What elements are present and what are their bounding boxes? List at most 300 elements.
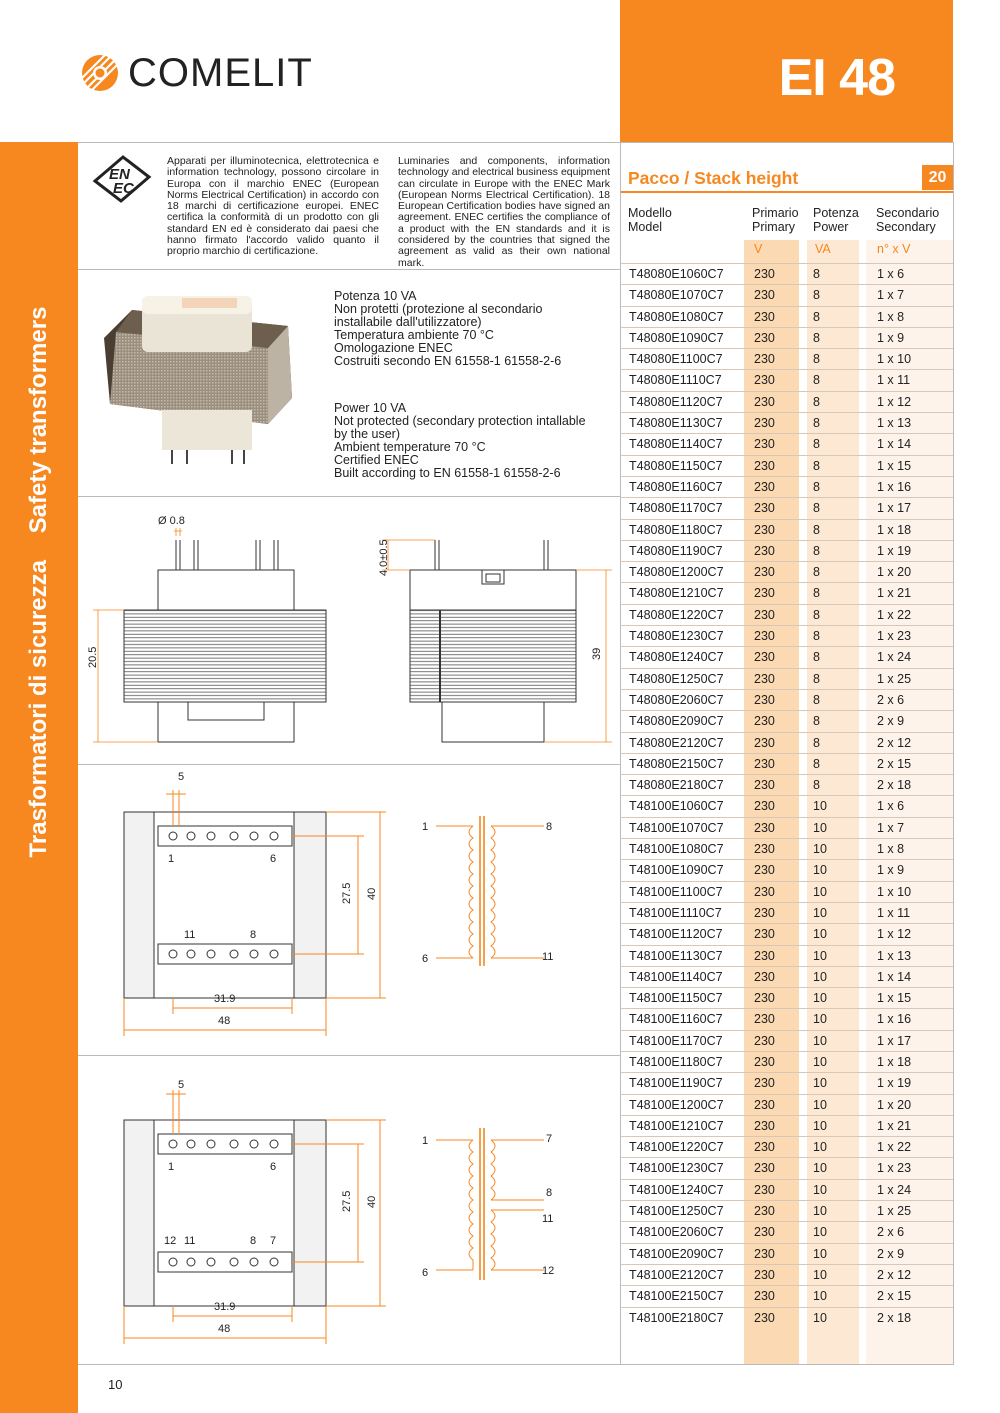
model-cell: T48100E1090C7 — [629, 863, 724, 878]
table-row — [621, 646, 953, 667]
table-row — [621, 689, 953, 710]
secondary-cell: 1 x 13 — [877, 416, 912, 431]
table-row — [621, 348, 953, 369]
power-cell: 10 — [813, 1097, 827, 1112]
table-row — [621, 1008, 953, 1029]
secondary-cell: 2 x 12 — [877, 1267, 912, 1282]
schematic-pin-label: 6 — [422, 1267, 429, 1279]
secondary-cell: 2 x 18 — [877, 778, 912, 793]
outer-width-label: 48 — [218, 1323, 231, 1335]
secondary-cell: 1 x 12 — [877, 927, 912, 942]
primary-cell: 230 — [754, 330, 775, 345]
secondary-cell: 1 x 16 — [877, 479, 912, 494]
model-cell: T48080E1130C7 — [629, 416, 723, 431]
spec-line: Ambient temperature 70 °C — [334, 440, 486, 454]
primary-cell: 230 — [754, 1225, 775, 1240]
model-cell: T48080E1170C7 — [629, 501, 723, 516]
enec-note-english: Luminaries and components, information technology and electrical business equipment can circulate in Europe with the ENEC Mark (European Norms Electrical Certification). 18 European Certification bodies have signed an agreement. ENEC certifies the compliance of a product with the EN standards and it is considered by the countries that signed the agreement as valid as their own national mark. — [398, 155, 610, 269]
power-cell: 10 — [813, 799, 827, 814]
power-cell: 10 — [813, 842, 827, 857]
schematic-pin-label: 7 — [546, 1133, 553, 1145]
unit-primary: V — [754, 242, 763, 256]
primary-cell: 230 — [754, 352, 775, 367]
section-title: Pacco / Stack height — [628, 168, 799, 188]
secondary-cell: 1 x 9 — [877, 330, 905, 345]
table-row — [621, 1179, 953, 1200]
page-number: 10 — [108, 1377, 123, 1392]
secondary-cell: 2 x 9 — [877, 714, 905, 729]
section-badge: 20 — [922, 165, 953, 190]
column-header-model: Modello Model — [628, 206, 672, 234]
model-cell: T48080E1140C7 — [629, 437, 723, 452]
primary-cell: 230 — [754, 650, 775, 665]
model-cell: T48100E2120C7 — [629, 1267, 724, 1282]
power-cell: 10 — [813, 1289, 827, 1304]
power-cell: 8 — [813, 629, 820, 644]
power-cell: 8 — [813, 671, 820, 686]
power-cell: 8 — [813, 735, 820, 750]
power-cell: 10 — [813, 969, 827, 984]
power-cell: 8 — [813, 586, 820, 601]
table-row — [621, 306, 953, 327]
secondary-cell: 2 x 18 — [877, 1310, 912, 1325]
table-row — [621, 668, 953, 689]
model-cell: T48100E1130C7 — [629, 948, 723, 963]
secondary-cell: 1 x 11 — [877, 373, 911, 388]
power-cell: 10 — [813, 863, 827, 878]
secondary-cell: 1 x 14 — [877, 969, 912, 984]
divider — [78, 1055, 620, 1056]
secondary-cell: 2 x 9 — [877, 1246, 905, 1261]
primary-cell: 230 — [754, 1289, 775, 1304]
primary-cell: 230 — [754, 416, 775, 431]
secondary-cell: 1 x 16 — [877, 1012, 912, 1027]
primary-cell: 230 — [754, 586, 775, 601]
divider — [78, 269, 620, 270]
pin-pitch-label: 5 — [178, 771, 185, 783]
primary-cell: 230 — [754, 1012, 775, 1027]
svg-text:EC: EC — [113, 180, 134, 197]
height-total-label: 39 — [591, 647, 603, 660]
secondary-cell: 1 x 15 — [877, 991, 912, 1006]
primary-cell: 230 — [754, 905, 775, 920]
schematic-pin-label: 1 — [422, 821, 429, 833]
primary-cell: 230 — [754, 309, 775, 324]
table-row — [621, 1200, 953, 1221]
table-row — [621, 391, 953, 412]
spec-line: Built according to EN 61558-1 61558-2-6 — [334, 466, 561, 480]
inner-height-label: 27.5 — [341, 882, 353, 904]
table-row — [621, 1243, 953, 1264]
model-cell: T48100E1190C7 — [629, 1076, 723, 1091]
divider — [78, 142, 953, 143]
primary-cell: 230 — [754, 1140, 775, 1155]
model-cell: T48100E1210C7 — [629, 1118, 724, 1133]
table-row — [621, 1264, 953, 1285]
power-cell: 8 — [813, 394, 820, 409]
primary-cell: 230 — [754, 501, 775, 516]
schematic-pin-label: 1 — [422, 1135, 429, 1147]
model-cell: T48080E1110C7 — [629, 373, 722, 388]
model-cell: T48100E1220C7 — [629, 1140, 724, 1155]
model-cell: T48080E1240C7 — [629, 650, 724, 665]
svg-text:EN: EN — [109, 166, 130, 183]
table-row — [621, 519, 953, 540]
secondary-cell: 1 x 7 — [877, 820, 905, 835]
pin-label: 1 — [168, 853, 175, 865]
secondary-cell: 2 x 6 — [877, 1225, 905, 1240]
primary-cell: 230 — [754, 607, 775, 622]
secondary-cell: 1 x 9 — [877, 863, 905, 878]
spec-line: by the user) — [334, 427, 401, 441]
table-row — [621, 625, 953, 646]
power-cell: 8 — [813, 756, 820, 771]
primary-cell: 230 — [754, 948, 775, 963]
primary-cell: 230 — [754, 1076, 775, 1091]
model-cell: T48080E1220C7 — [629, 607, 724, 622]
primary-cell: 230 — [754, 629, 775, 644]
specs-italian — [334, 290, 561, 368]
power-cell: 10 — [813, 820, 827, 835]
schematic-pin-label: 8 — [546, 1187, 553, 1199]
power-cell: 8 — [813, 373, 820, 388]
model-cell: T48100E1160C7 — [629, 1012, 723, 1027]
secondary-cell: 1 x 6 — [877, 799, 905, 814]
power-cell: 10 — [813, 905, 827, 920]
primary-cell: 230 — [754, 735, 775, 750]
secondary-cell: 1 x 25 — [877, 1204, 912, 1219]
power-cell: 10 — [813, 1076, 827, 1091]
primary-cell: 230 — [754, 1182, 775, 1197]
spec-line: Not protected (secondary protection intallable — [334, 414, 586, 428]
table-row — [621, 497, 953, 518]
primary-cell: 230 — [754, 756, 775, 771]
power-cell: 10 — [813, 1118, 827, 1133]
secondary-cell: 1 x 24 — [877, 650, 912, 665]
inner-width-label: 31.9 — [214, 1301, 236, 1313]
pin-label: 1 — [168, 1161, 175, 1173]
table-row — [621, 966, 953, 987]
power-cell: 8 — [813, 288, 820, 303]
primary-cell: 230 — [754, 373, 775, 388]
table-row — [621, 540, 953, 561]
model-cell: T48100E1200C7 — [629, 1097, 724, 1112]
secondary-cell: 1 x 23 — [877, 629, 912, 644]
side-view-drawing — [78, 500, 618, 762]
enec-note-italian: Apparati per illuminotecnica, elettrotecnica e information technology, possono circolare in Europa con il marchio ENEC (European Norms Electrical Certification) in accordo con 18 marchi di certificazione europei. ENEC certifica la conformità di un prodotto con gli standard EN ed è considerato dai paesi che hanno firmato l'accordo valido quanto il proprio marchio di certificazione. — [167, 155, 379, 258]
pin-label: 8 — [250, 929, 257, 941]
primary-cell: 230 — [754, 565, 775, 580]
pin-length-label: 4.0±0.5 — [378, 539, 390, 576]
model-cell: T48100E1140C7 — [629, 969, 723, 984]
secondary-cell: 1 x 17 — [877, 501, 912, 516]
table-row — [621, 1285, 953, 1306]
primary-cell: 230 — [754, 799, 775, 814]
power-cell: 10 — [813, 1310, 827, 1325]
power-cell: 8 — [813, 778, 820, 793]
primary-cell: 230 — [754, 863, 775, 878]
table-row — [621, 987, 953, 1008]
primary-cell: 230 — [754, 1246, 775, 1261]
power-cell: 10 — [813, 884, 827, 899]
column-header-secondary: Secondario Secondary — [876, 206, 940, 234]
primary-cell: 230 — [754, 842, 775, 857]
model-cell: T48100E2090C7 — [629, 1246, 724, 1261]
power-cell: 8 — [813, 714, 820, 729]
model-cell: T48080E1100C7 — [629, 352, 723, 367]
power-cell: 8 — [813, 309, 820, 324]
sidebar-title: Trasformatori di sicurezza Safety transformers — [25, 306, 52, 858]
column-header-power: Potenza Power — [813, 206, 859, 234]
primary-cell: 230 — [754, 1310, 775, 1325]
model-cell: T48100E2060C7 — [629, 1225, 724, 1240]
table-row — [621, 455, 953, 476]
inner-height-label: 27.5 — [341, 1190, 353, 1212]
model-cell: T48080E1090C7 — [629, 330, 724, 345]
model-cell: T48100E1120C7 — [629, 927, 723, 942]
power-cell: 10 — [813, 948, 827, 963]
model-cell: T48080E2180C7 — [629, 778, 724, 793]
power-cell: 8 — [813, 607, 820, 622]
primary-cell: 230 — [754, 1054, 775, 1069]
table-row — [621, 945, 953, 966]
table-row — [621, 604, 953, 625]
schematic-pin-label: 12 — [542, 1265, 555, 1277]
primary-cell: 230 — [754, 267, 775, 281]
secondary-cell: 1 x 24 — [877, 1182, 912, 1197]
model-cell: T48080E1190C7 — [629, 543, 723, 558]
model-cell: T48080E1070C7 — [629, 288, 724, 303]
model-cell: T48100E1230C7 — [629, 1161, 724, 1176]
primary-cell: 230 — [754, 714, 775, 729]
primary-cell: 230 — [754, 884, 775, 899]
table-row — [621, 369, 953, 390]
power-cell: 8 — [813, 650, 820, 665]
secondary-cell: 1 x 18 — [877, 522, 912, 537]
brand-name: COMELIT — [128, 50, 313, 95]
schematic-pin-label: 11 — [542, 951, 554, 963]
power-cell: 10 — [813, 1182, 827, 1197]
secondary-cell: 1 x 22 — [877, 1140, 912, 1155]
power-cell: 8 — [813, 437, 820, 452]
secondary-cell: 1 x 12 — [877, 394, 912, 409]
primary-cell: 230 — [754, 778, 775, 793]
power-cell: 10 — [813, 1246, 827, 1261]
secondary-cell: 1 x 20 — [877, 565, 912, 580]
model-cell: T48080E1160C7 — [629, 479, 723, 494]
pin-label: 8 — [250, 1235, 257, 1247]
power-cell: 10 — [813, 927, 827, 942]
primary-cell: 230 — [754, 458, 775, 473]
power-cell: 8 — [813, 479, 820, 494]
model-cell: T48080E1210C7 — [629, 586, 724, 601]
schematic-pin-label: 8 — [546, 821, 553, 833]
inner-width-label: 31.9 — [214, 993, 236, 1005]
secondary-cell: 1 x 23 — [877, 1161, 912, 1176]
power-cell: 8 — [813, 416, 820, 431]
primary-cell: 230 — [754, 1097, 775, 1112]
table-row — [621, 795, 953, 816]
model-cell: T48100E1250C7 — [629, 1204, 724, 1219]
comelit-logo — [80, 50, 313, 96]
secondary-cell: 1 x 18 — [877, 1054, 912, 1069]
secondary-cell: 1 x 22 — [877, 607, 912, 622]
height-side-label: 20.5 — [87, 646, 99, 668]
spec-line: Omologazione ENEC — [334, 341, 453, 355]
table-row — [621, 582, 953, 603]
power-cell: 8 — [813, 501, 820, 516]
model-cell: T48100E1170C7 — [629, 1033, 723, 1048]
power-cell: 10 — [813, 1033, 827, 1048]
primary-cell: 230 — [754, 692, 775, 707]
table-row — [621, 1072, 953, 1093]
model-cell: T48100E1100C7 — [629, 884, 723, 899]
table-row — [621, 284, 953, 305]
pin-pitch-label: 5 — [178, 1079, 185, 1091]
secondary-cell: 1 x 17 — [877, 1033, 912, 1048]
model-cell: T48080E1150C7 — [629, 458, 723, 473]
table-row — [621, 753, 953, 774]
divider — [78, 1364, 953, 1365]
secondary-cell: 2 x 15 — [877, 756, 912, 771]
model-cell: T48080E1230C7 — [629, 629, 724, 644]
power-cell: 10 — [813, 1140, 827, 1155]
sidebar — [0, 142, 78, 1413]
schematic-pin-label: 11 — [542, 1213, 554, 1225]
secondary-cell: 2 x 12 — [877, 735, 912, 750]
primary-cell: 230 — [754, 1161, 775, 1176]
enec-mark-icon — [87, 155, 155, 205]
outer-height-label: 40 — [366, 887, 378, 900]
outer-width-label: 48 — [218, 1015, 231, 1027]
primary-cell: 230 — [754, 991, 775, 1006]
primary-cell: 230 — [754, 820, 775, 835]
power-cell: 10 — [813, 1225, 827, 1240]
table-row — [621, 732, 953, 753]
section-rule — [621, 191, 953, 193]
unit-power: VA — [815, 242, 831, 256]
table-row — [621, 263, 953, 284]
primary-cell: 230 — [754, 1118, 775, 1133]
pin-label: 7 — [270, 1235, 277, 1247]
power-cell: 8 — [813, 692, 820, 707]
page-title: EI 48 — [778, 49, 895, 107]
model-cell: T48080E1080C7 — [629, 309, 724, 324]
power-cell: 10 — [813, 1267, 827, 1282]
secondary-cell: 1 x 19 — [877, 543, 912, 558]
primary-cell: 230 — [754, 1267, 775, 1282]
primary-cell: 230 — [754, 543, 775, 558]
table-row — [621, 1221, 953, 1242]
pin-diameter-label: Ø 0.8 — [158, 515, 185, 527]
secondary-cell: 1 x 21 — [877, 586, 912, 601]
table-row — [621, 902, 953, 923]
secondary-cell: 1 x 11 — [877, 905, 911, 920]
spec-line: Costruiti secondo EN 61558-1 61558-2-6 — [334, 354, 562, 368]
top-view-drawing-a — [78, 766, 618, 1053]
primary-cell: 230 — [754, 927, 775, 942]
unit-secondary: n° x V — [877, 242, 911, 256]
power-cell: 10 — [813, 1161, 827, 1176]
primary-cell: 230 — [754, 671, 775, 686]
top-view-drawing-b — [78, 1058, 618, 1348]
primary-cell: 230 — [754, 288, 775, 303]
model-cell: T48080E1120C7 — [629, 394, 723, 409]
model-cell: T48100E2150C7 — [629, 1289, 724, 1304]
pin-label: 6 — [270, 853, 277, 865]
power-cell: 8 — [813, 565, 820, 580]
pin-label: 11 — [184, 929, 196, 941]
table-row — [621, 881, 953, 902]
model-cell: T48100E1240C7 — [629, 1182, 724, 1197]
table-row — [621, 1307, 953, 1328]
secondary-cell: 1 x 21 — [877, 1118, 912, 1133]
model-cell: T48080E2150C7 — [629, 756, 724, 771]
power-cell: 8 — [813, 543, 820, 558]
primary-cell: 230 — [754, 437, 775, 452]
table-row — [621, 327, 953, 348]
table-row — [621, 774, 953, 795]
secondary-cell: 2 x 15 — [877, 1289, 912, 1304]
secondary-cell: 1 x 7 — [877, 288, 905, 303]
transformer-photo — [92, 292, 302, 472]
table-row — [621, 1157, 953, 1178]
table-row — [621, 710, 953, 731]
specs-english — [334, 402, 586, 480]
spec-line: Certified ENEC — [334, 453, 419, 467]
spec-line: Temperatura ambiente 70 °C — [334, 328, 494, 342]
spec-line: Power 10 VA — [334, 401, 407, 415]
primary-cell: 230 — [754, 479, 775, 494]
column-header-primary: Primario Primary — [752, 206, 799, 234]
power-cell: 8 — [813, 330, 820, 345]
secondary-cell: 1 x 15 — [877, 458, 912, 473]
power-cell: 10 — [813, 1054, 827, 1069]
table-row — [621, 1094, 953, 1115]
product-table — [621, 263, 953, 1328]
power-cell: 8 — [813, 267, 820, 281]
secondary-cell: 1 x 8 — [877, 309, 905, 324]
divider — [78, 496, 620, 497]
outer-height-label: 40 — [366, 1195, 378, 1208]
table-row — [621, 923, 953, 944]
table-row — [621, 1136, 953, 1157]
spec-line: Potenza 10 VA — [334, 289, 417, 303]
pin-label: 12 — [164, 1235, 177, 1247]
model-cell: T48080E2120C7 — [629, 735, 724, 750]
table-row — [621, 859, 953, 880]
secondary-cell: 1 x 20 — [877, 1097, 912, 1112]
model-cell: T48100E1060C7 — [629, 799, 724, 814]
table-row — [621, 1030, 953, 1051]
table-row — [621, 1115, 953, 1136]
model-cell: T48100E1070C7 — [629, 820, 724, 835]
model-cell: T48100E1080C7 — [629, 842, 724, 857]
divider — [953, 142, 954, 1365]
divider — [78, 764, 620, 765]
model-cell: T48100E2180C7 — [629, 1310, 724, 1325]
secondary-cell: 1 x 25 — [877, 671, 912, 686]
power-cell: 10 — [813, 991, 827, 1006]
power-cell: 10 — [813, 1012, 827, 1027]
primary-cell: 230 — [754, 969, 775, 984]
power-cell: 8 — [813, 522, 820, 537]
schematic-pin-label: 6 — [422, 953, 429, 965]
power-cell: 8 — [813, 352, 820, 367]
spec-line: Non protetti (protezione al secondario — [334, 302, 543, 316]
comelit-logo-icon — [80, 53, 120, 93]
secondary-cell: 1 x 14 — [877, 437, 912, 452]
